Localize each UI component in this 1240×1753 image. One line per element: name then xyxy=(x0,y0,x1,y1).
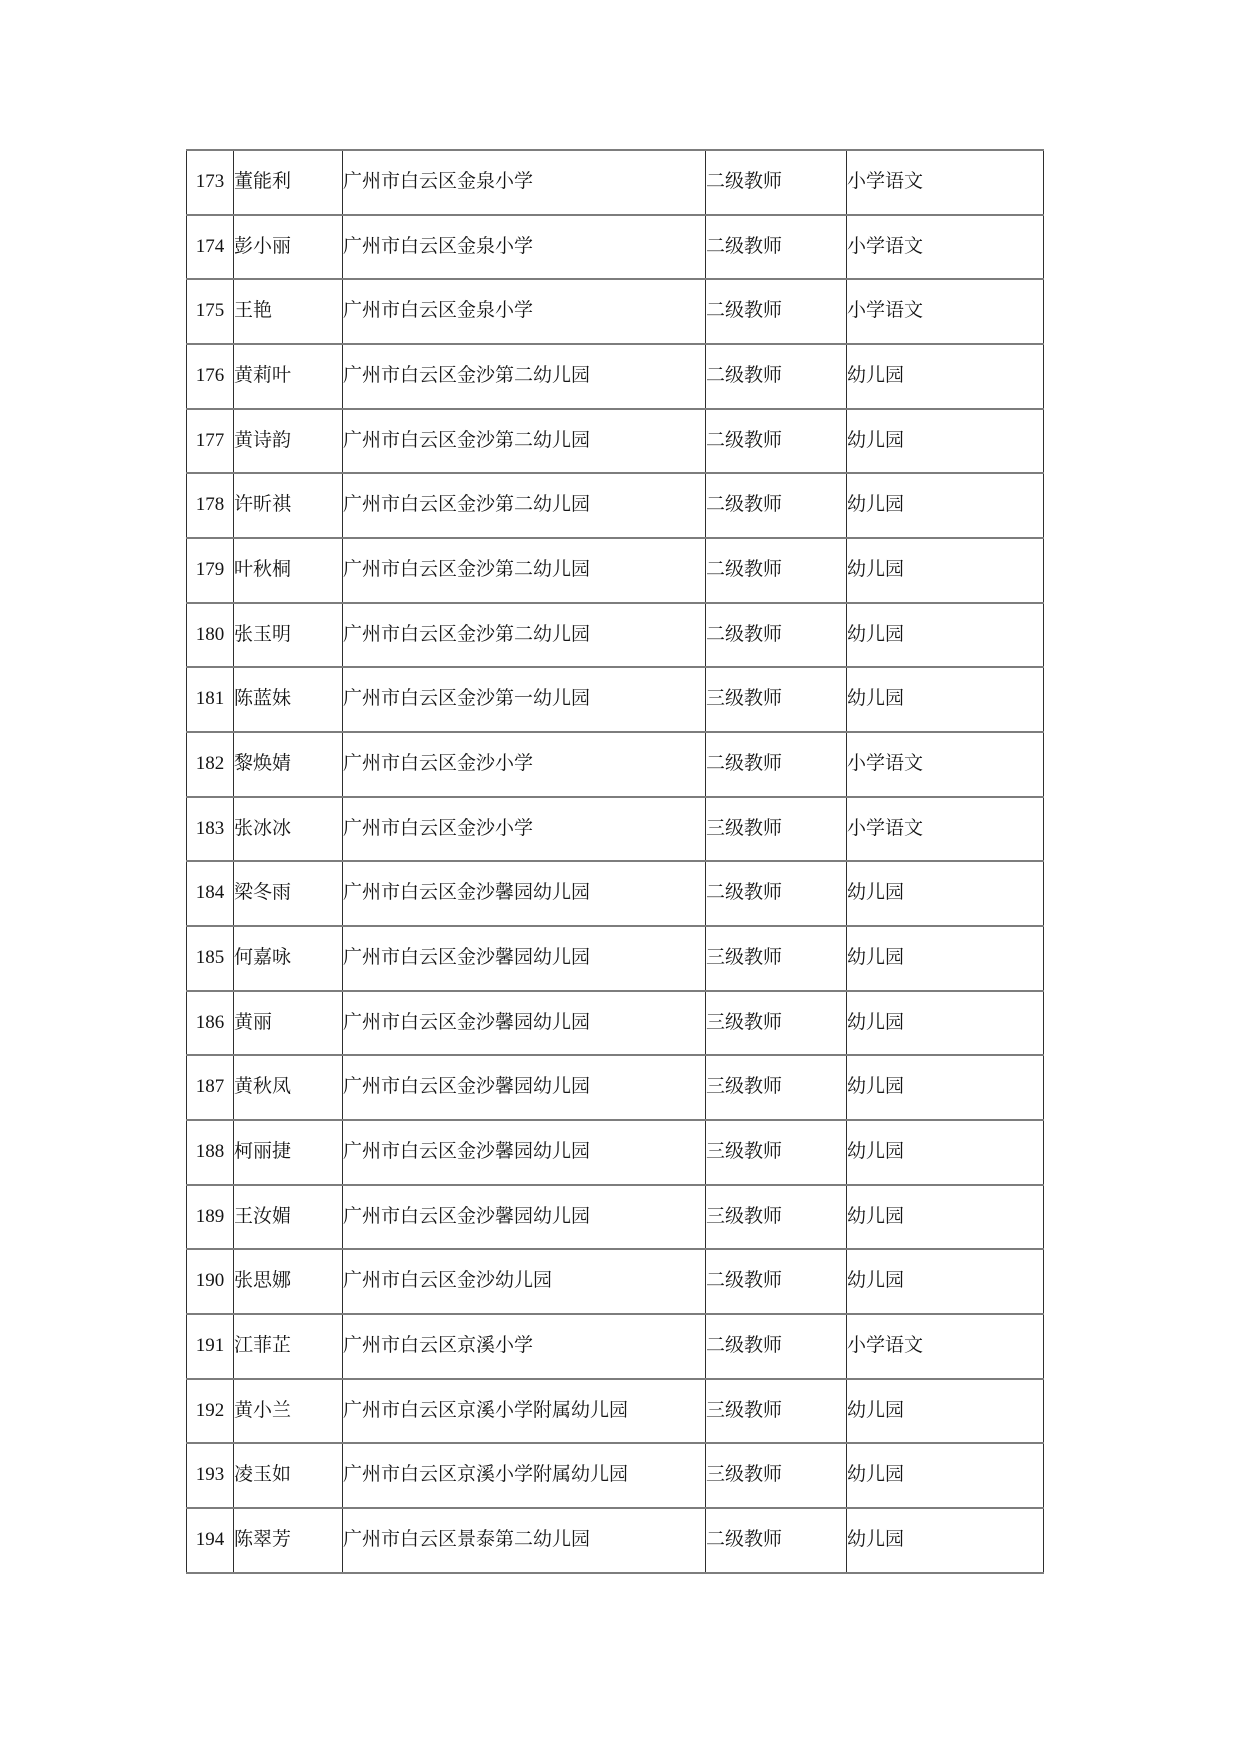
cell-school: 广州市白云区金沙馨园幼儿园 xyxy=(343,926,706,991)
cell-subject: 小学语文 xyxy=(847,150,1044,215)
table-row xyxy=(187,344,1044,409)
cell-school: 广州市白云区金沙小学 xyxy=(343,797,706,862)
cell-subject: 幼儿园 xyxy=(847,1249,1044,1314)
table-row xyxy=(187,1443,1044,1508)
cell-subject: 幼儿园 xyxy=(847,538,1044,603)
cell-number: 190 xyxy=(187,1249,234,1314)
cell-number: 183 xyxy=(187,797,234,862)
cell-school: 广州市白云区金泉小学 xyxy=(343,215,706,280)
cell-number: 187 xyxy=(187,1055,234,1120)
table-row xyxy=(187,861,1044,926)
cell-school: 广州市白云区京溪小学附属幼儿园 xyxy=(343,1379,706,1444)
cell-subject: 小学语文 xyxy=(847,797,1044,862)
cell-subject: 幼儿园 xyxy=(847,473,1044,538)
cell-name: 黄小兰 xyxy=(234,1379,343,1444)
cell-school: 广州市白云区金沙第二幼儿园 xyxy=(343,473,706,538)
cell-school: 广州市白云区金沙馨园幼儿园 xyxy=(343,991,706,1056)
cell-subject: 幼儿园 xyxy=(847,1443,1044,1508)
cell-school: 广州市白云区景泰第二幼儿园 xyxy=(343,1508,706,1573)
table-row xyxy=(187,473,1044,538)
cell-title: 三级教师 xyxy=(706,797,847,862)
cell-name: 王艳 xyxy=(234,279,343,344)
cell-number: 191 xyxy=(187,1314,234,1379)
cell-school: 广州市白云区金沙第一幼儿园 xyxy=(343,667,706,732)
cell-title: 二级教师 xyxy=(706,1508,847,1573)
cell-subject: 小学语文 xyxy=(847,279,1044,344)
table-row xyxy=(187,409,1044,474)
cell-name: 王汝媚 xyxy=(234,1185,343,1250)
table-row xyxy=(187,797,1044,862)
cell-name: 凌玉如 xyxy=(234,1443,343,1508)
cell-subject: 小学语文 xyxy=(847,1314,1044,1379)
cell-number: 194 xyxy=(187,1508,234,1573)
cell-subject: 幼儿园 xyxy=(847,409,1044,474)
table-row xyxy=(187,1508,1044,1573)
cell-number: 179 xyxy=(187,538,234,603)
table-row xyxy=(187,1185,1044,1250)
cell-school: 广州市白云区京溪小学 xyxy=(343,1314,706,1379)
cell-title: 二级教师 xyxy=(706,1314,847,1379)
cell-school: 广州市白云区京溪小学附属幼儿园 xyxy=(343,1443,706,1508)
table-row xyxy=(187,926,1044,991)
cell-number: 182 xyxy=(187,732,234,797)
cell-title: 二级教师 xyxy=(706,409,847,474)
cell-school: 广州市白云区金沙第二幼儿园 xyxy=(343,603,706,668)
cell-title: 二级教师 xyxy=(706,215,847,280)
cell-name: 黄秋凤 xyxy=(234,1055,343,1120)
cell-school: 广州市白云区金沙第二幼儿园 xyxy=(343,409,706,474)
cell-subject: 小学语文 xyxy=(847,215,1044,280)
cell-name: 黄诗韵 xyxy=(234,409,343,474)
cell-name: 董能利 xyxy=(234,150,343,215)
table-row xyxy=(187,667,1044,732)
cell-number: 193 xyxy=(187,1443,234,1508)
cell-name: 张冰冰 xyxy=(234,797,343,862)
cell-number: 180 xyxy=(187,603,234,668)
cell-title: 二级教师 xyxy=(706,861,847,926)
cell-school: 广州市白云区金沙第二幼儿园 xyxy=(343,538,706,603)
cell-subject: 幼儿园 xyxy=(847,1185,1044,1250)
cell-number: 176 xyxy=(187,344,234,409)
cell-school: 广州市白云区金沙馨园幼儿园 xyxy=(343,861,706,926)
cell-name: 梁冬雨 xyxy=(234,861,343,926)
table-row xyxy=(187,991,1044,1056)
table-row xyxy=(187,215,1044,280)
cell-subject: 幼儿园 xyxy=(847,861,1044,926)
cell-title: 三级教师 xyxy=(706,1055,847,1120)
table-row xyxy=(187,1120,1044,1185)
cell-number: 174 xyxy=(187,215,234,280)
cell-school: 广州市白云区金沙幼儿园 xyxy=(343,1249,706,1314)
cell-name: 黎焕婧 xyxy=(234,732,343,797)
table-row xyxy=(187,1249,1044,1314)
cell-subject: 幼儿园 xyxy=(847,926,1044,991)
cell-number: 173 xyxy=(187,150,234,215)
table-row xyxy=(187,1314,1044,1379)
cell-name: 黄丽 xyxy=(234,991,343,1056)
cell-name: 黄莉叶 xyxy=(234,344,343,409)
cell-school: 广州市白云区金泉小学 xyxy=(343,150,706,215)
cell-number: 181 xyxy=(187,667,234,732)
cell-number: 185 xyxy=(187,926,234,991)
cell-title: 二级教师 xyxy=(706,150,847,215)
cell-title: 二级教师 xyxy=(706,1249,847,1314)
cell-title: 三级教师 xyxy=(706,1443,847,1508)
cell-number: 189 xyxy=(187,1185,234,1250)
cell-title: 二级教师 xyxy=(706,732,847,797)
cell-subject: 幼儿园 xyxy=(847,991,1044,1056)
teacher-roster-table xyxy=(186,149,1044,1574)
cell-school: 广州市白云区金泉小学 xyxy=(343,279,706,344)
cell-subject: 幼儿园 xyxy=(847,1379,1044,1444)
cell-subject: 幼儿园 xyxy=(847,1120,1044,1185)
cell-school: 广州市白云区金沙第二幼儿园 xyxy=(343,344,706,409)
cell-number: 184 xyxy=(187,861,234,926)
cell-subject: 幼儿园 xyxy=(847,1508,1044,1573)
cell-name: 张玉明 xyxy=(234,603,343,668)
table-row xyxy=(187,1379,1044,1444)
cell-name: 张思娜 xyxy=(234,1249,343,1314)
cell-number: 178 xyxy=(187,473,234,538)
cell-name: 柯丽捷 xyxy=(234,1120,343,1185)
cell-number: 175 xyxy=(187,279,234,344)
cell-name: 叶秋桐 xyxy=(234,538,343,603)
cell-subject: 幼儿园 xyxy=(847,603,1044,668)
cell-name: 何嘉咏 xyxy=(234,926,343,991)
cell-subject: 小学语文 xyxy=(847,732,1044,797)
cell-name: 许昕祺 xyxy=(234,473,343,538)
cell-title: 三级教师 xyxy=(706,991,847,1056)
cell-title: 三级教师 xyxy=(706,1379,847,1444)
cell-name: 彭小丽 xyxy=(234,215,343,280)
table-row xyxy=(187,538,1044,603)
table-row xyxy=(187,1055,1044,1120)
table-row xyxy=(187,279,1044,344)
cell-subject: 幼儿园 xyxy=(847,344,1044,409)
table-row xyxy=(187,732,1044,797)
cell-school: 广州市白云区金沙馨园幼儿园 xyxy=(343,1185,706,1250)
cell-title: 二级教师 xyxy=(706,344,847,409)
table-row xyxy=(187,150,1044,215)
cell-title: 二级教师 xyxy=(706,473,847,538)
cell-name: 陈蓝妹 xyxy=(234,667,343,732)
cell-number: 177 xyxy=(187,409,234,474)
cell-title: 三级教师 xyxy=(706,667,847,732)
cell-title: 三级教师 xyxy=(706,1185,847,1250)
cell-school: 广州市白云区金沙馨园幼儿园 xyxy=(343,1055,706,1120)
cell-school: 广州市白云区金沙馨园幼儿园 xyxy=(343,1120,706,1185)
cell-title: 三级教师 xyxy=(706,1120,847,1185)
cell-title: 三级教师 xyxy=(706,926,847,991)
cell-school: 广州市白云区金沙小学 xyxy=(343,732,706,797)
cell-number: 192 xyxy=(187,1379,234,1444)
cell-title: 二级教师 xyxy=(706,603,847,668)
cell-number: 186 xyxy=(187,991,234,1056)
cell-name: 陈翠芳 xyxy=(234,1508,343,1573)
cell-title: 二级教师 xyxy=(706,279,847,344)
cell-number: 188 xyxy=(187,1120,234,1185)
cell-name: 江菲芷 xyxy=(234,1314,343,1379)
table-row xyxy=(187,603,1044,668)
cell-title: 二级教师 xyxy=(706,538,847,603)
cell-subject: 幼儿园 xyxy=(847,667,1044,732)
cell-subject: 幼儿园 xyxy=(847,1055,1044,1120)
table-body xyxy=(187,150,1044,1573)
